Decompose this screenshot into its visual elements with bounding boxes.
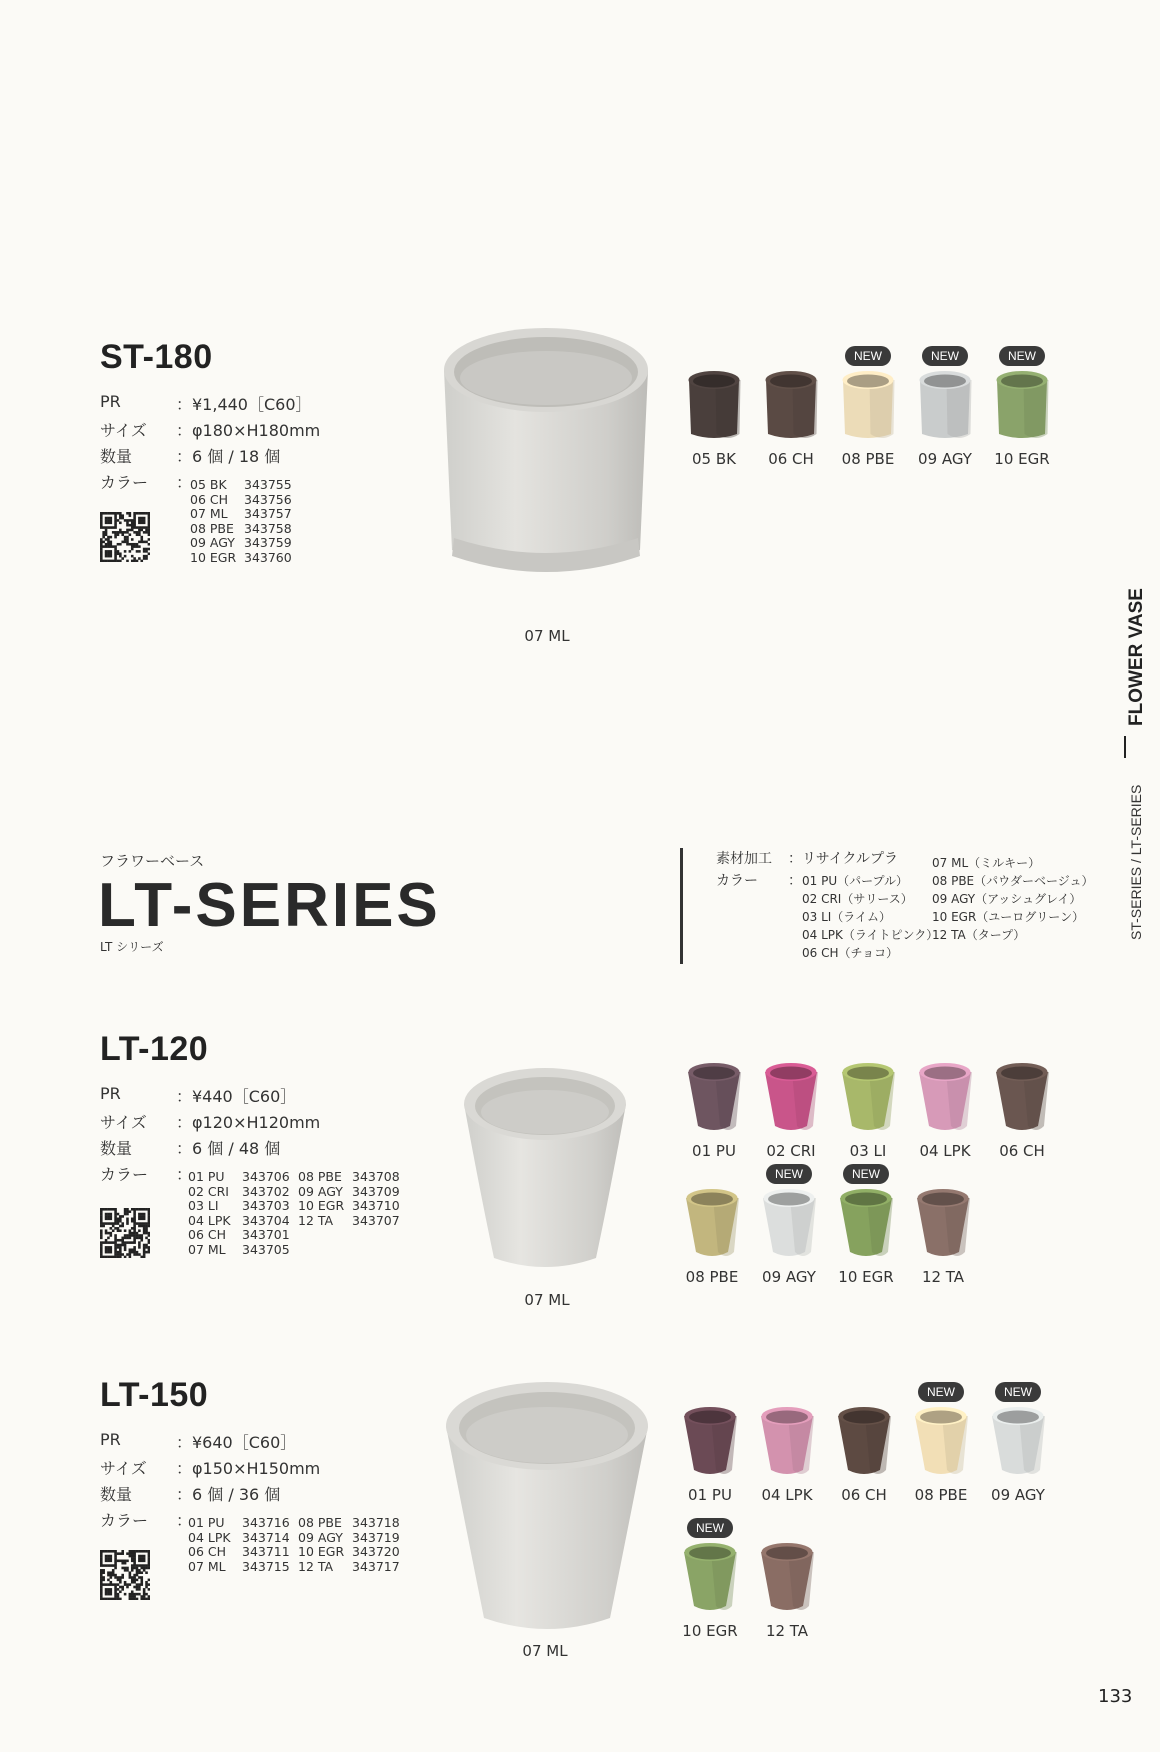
product-number: 343720 — [352, 1544, 400, 1559]
spec-row — [100, 444, 340, 470]
color-code: 07 ML — [188, 1558, 226, 1574]
qr-code-icon — [100, 1550, 150, 1600]
page-number: 133 — [1098, 1686, 1133, 1707]
color-swatch-label: 12 TA — [921, 1268, 965, 1286]
series-color-item: 02 CRI（サリース） — [802, 892, 913, 906]
lt150-vase-image — [442, 1378, 652, 1648]
color-swatch-cup — [686, 1060, 742, 1140]
product-number: 343717 — [352, 1558, 400, 1574]
color-code: 04 LPK — [188, 1529, 231, 1545]
product-number: 343703 — [242, 1198, 290, 1213]
spec-value: ：6 個 / 36 個 — [176, 1485, 281, 1504]
color-swatch-label: 08 PBE — [685, 1268, 739, 1286]
color-swatch-cup — [994, 368, 1050, 448]
color-swatch-cup — [759, 1404, 815, 1484]
spec-label: カラー — [100, 473, 149, 492]
color-list-right — [932, 854, 1094, 944]
lt150-main-label: 07 ML — [522, 1642, 568, 1660]
series-divider — [680, 848, 683, 964]
series-color-item: 06 CH（チョコ） — [802, 946, 899, 960]
spec-label: PR — [100, 1084, 121, 1103]
new-badge: NEW — [845, 346, 891, 366]
color-swatch-cup — [840, 368, 896, 448]
color-swatch-cup — [761, 1186, 817, 1266]
color-swatch-cup — [915, 1186, 971, 1266]
color-swatch-cup — [990, 1404, 1046, 1484]
color-code: 06 CH — [188, 1227, 227, 1242]
series-title: LT-SERIES — [98, 871, 441, 940]
product-number: 343758 — [244, 520, 292, 536]
series-color-item: 01 PU（パープル） — [802, 874, 909, 888]
color-swatch-cup — [763, 1060, 819, 1140]
spec-value: ：6 個 / 18 個 — [176, 447, 281, 466]
spec-value: ：6 個 / 48 個 — [176, 1139, 281, 1158]
product-number: 343757 — [244, 506, 292, 521]
color-code: 06 CH — [188, 1544, 227, 1559]
color-label: カラー — [716, 873, 758, 889]
color-code: 07 ML — [190, 506, 228, 521]
color-swatch-label: 01 PU — [692, 1142, 736, 1160]
product-number: 343704 — [242, 1212, 290, 1228]
spec-value: ：¥440［C60］ — [176, 1087, 297, 1106]
color-code: 09 AGY — [298, 1529, 343, 1545]
st180-vase-image — [436, 320, 656, 600]
color-swatch-cup — [684, 1186, 740, 1266]
sidebar-category: FLOWER VASE — [1126, 588, 1147, 726]
color-code: 07 ML — [188, 1241, 226, 1257]
product-number: 343714 — [242, 1529, 290, 1545]
color-swatch-label: 03 LI — [849, 1142, 887, 1160]
series-color-item: 07 ML（ミルキー） — [932, 856, 1041, 870]
spec-value: ： — [176, 1511, 193, 1530]
color-swatch-label: 05 BK — [692, 450, 736, 468]
color-swatch-label: 08 PBE — [914, 1486, 968, 1504]
product-number: 343719 — [352, 1529, 400, 1545]
new-badge: NEW — [766, 1164, 812, 1184]
product-number: 343715 — [242, 1558, 290, 1574]
spec-row — [100, 1084, 340, 1110]
color-swatch-label: 09 AGY — [918, 450, 972, 468]
spec-value: ： — [176, 1165, 193, 1184]
product-number: 343709 — [352, 1183, 400, 1199]
spec-label: 数量 — [100, 1139, 133, 1158]
color-swatch-cup — [759, 1540, 815, 1620]
spec-value: ：φ120×H120mm — [176, 1113, 321, 1132]
spec-label: サイズ — [100, 1459, 147, 1478]
product-number: 343756 — [244, 491, 292, 507]
product-number: 343705 — [242, 1241, 290, 1257]
new-badge: NEW — [999, 346, 1045, 366]
st180-codes — [190, 478, 340, 568]
color-swatch-cup — [686, 368, 742, 448]
qr-code-icon — [100, 512, 150, 562]
series-sub: LT シリーズ — [100, 940, 164, 954]
color-swatch-cup — [917, 368, 973, 448]
product-number: 343755 — [244, 477, 292, 492]
lt120-vase-image — [460, 1062, 630, 1282]
color-swatch-label: 06 CH — [841, 1486, 887, 1504]
color-swatch-label: 06 CH — [999, 1142, 1045, 1160]
color-swatch-label: 04 LPK — [761, 1486, 813, 1504]
color-swatch-label: 04 LPK — [919, 1142, 971, 1160]
spec-row — [100, 392, 340, 418]
color-code: 01 PU — [188, 1515, 225, 1530]
color-swatch-cup — [682, 1404, 738, 1484]
product-number: 343759 — [244, 535, 292, 550]
color-swatch-label: 01 PU — [688, 1486, 732, 1504]
product-number: 343760 — [244, 549, 292, 565]
color-swatch-cup — [838, 1186, 894, 1266]
series-color-item: 04 LPK（ライトピンク） — [802, 928, 939, 942]
new-badge: NEW — [843, 1164, 889, 1184]
product-number: 343710 — [352, 1198, 400, 1213]
lt150-codes — [188, 1516, 408, 1578]
product-number: 343702 — [242, 1183, 290, 1199]
st180-main-label: 07 ML — [524, 627, 570, 645]
color-code: 09 AGY — [298, 1183, 343, 1199]
color-code: 01 PU — [188, 1169, 225, 1184]
color-swatch-label: 08 PBE — [841, 450, 895, 468]
color-code: 12 TA — [298, 1212, 334, 1228]
spec-label: カラー — [100, 1165, 149, 1184]
color-code: 03 LI — [188, 1198, 219, 1213]
new-badge: NEW — [918, 1382, 964, 1402]
color-code: 08 PBE — [298, 1169, 342, 1184]
series-color-item: 08 PBE（パウダーベージュ） — [932, 874, 1094, 888]
color-code: 08 PBE — [298, 1515, 342, 1530]
lt120-codes — [188, 1170, 408, 1260]
color-swatch-label: 06 CH — [768, 450, 814, 468]
color-code: 10 EGR — [298, 1544, 345, 1559]
color-swatch-cup — [840, 1060, 896, 1140]
lt150-title: LT-150 — [100, 1376, 209, 1414]
color-swatch-cup — [994, 1060, 1050, 1140]
product-number: 343711 — [242, 1544, 290, 1559]
spec-value: ：¥1,440［C60］ — [176, 395, 312, 414]
color-swatch-label: 02 CRI — [766, 1142, 816, 1160]
spec-label: PR — [100, 392, 121, 411]
spec-row — [100, 1456, 340, 1482]
series-color-item: 12 TA（タープ） — [932, 928, 1026, 942]
spec-row — [100, 1482, 340, 1508]
color-swatch-label: 12 TA — [765, 1622, 809, 1640]
spec-label: サイズ — [100, 1113, 147, 1132]
color-swatch-cup — [913, 1404, 969, 1484]
material-label: 素材加工 — [716, 851, 772, 867]
product-number: 343706 — [242, 1169, 290, 1184]
color-swatch-cup — [917, 1060, 973, 1140]
product-number: 343701 — [242, 1227, 290, 1242]
sidebar-series: ST-SERIES / LT-SERIES — [1128, 784, 1144, 940]
color-swatch-label: 10 EGR — [682, 1622, 738, 1640]
color-code: 08 PBE — [190, 520, 234, 536]
spec-label: 数量 — [100, 447, 133, 466]
lt120-title: LT-120 — [100, 1030, 209, 1068]
color-code: 04 LPK — [188, 1212, 231, 1228]
product-number: 343708 — [352, 1169, 400, 1184]
color-swatch-cup — [836, 1404, 892, 1484]
color-swatch-cup — [763, 368, 819, 448]
spec-value: ：¥640［C60］ — [176, 1433, 297, 1452]
spec-row — [100, 1136, 340, 1162]
color-code: 10 EGR — [298, 1198, 345, 1213]
spec-label: カラー — [100, 1511, 149, 1530]
color-swatch-cup — [682, 1540, 738, 1620]
color-code: 02 CRI — [188, 1183, 229, 1199]
color-swatch-label: 09 AGY — [762, 1268, 816, 1286]
new-badge: NEW — [687, 1518, 733, 1538]
color-code: 05 BK — [190, 477, 227, 492]
color-colon: ： — [788, 873, 802, 889]
series-color-item: 03 LI（ライム） — [802, 910, 891, 924]
spec-row — [100, 1110, 340, 1136]
color-swatch-label: 09 AGY — [991, 1486, 1045, 1504]
lt120-main-label: 07 ML — [524, 1291, 570, 1309]
spec-label: PR — [100, 1430, 121, 1449]
spec-row — [100, 418, 340, 444]
spec-label: サイズ — [100, 421, 147, 440]
st180-title: ST-180 — [100, 338, 213, 376]
series-info — [716, 848, 1096, 968]
product-number: 343707 — [352, 1212, 400, 1228]
series-kana: フラワーベース — [100, 852, 205, 870]
product-number: 343718 — [352, 1515, 400, 1530]
spec-row — [100, 1430, 340, 1456]
color-code: 12 TA — [298, 1558, 334, 1574]
spec-value: ：φ150×H150mm — [176, 1459, 321, 1478]
series-color-item: 10 EGR（ユーログリーン） — [932, 910, 1085, 924]
spec-value: ：φ180×H180mm — [176, 421, 321, 440]
product-number: 343716 — [242, 1515, 290, 1530]
spec-value: ： — [176, 473, 193, 492]
material-value: ：リサイクルプラ — [788, 851, 899, 867]
color-swatch-label: 10 EGR — [838, 1268, 894, 1286]
qr-code-icon — [100, 1208, 150, 1258]
color-list-left — [802, 872, 938, 962]
color-code: 10 EGR — [190, 549, 237, 565]
spec-label: 数量 — [100, 1485, 133, 1504]
new-badge: NEW — [922, 346, 968, 366]
series-color-item: 09 AGY（アッシュグレイ） — [932, 892, 1082, 906]
color-code: 09 AGY — [190, 535, 235, 550]
color-swatch-label: 10 EGR — [994, 450, 1050, 468]
color-code: 06 CH — [190, 491, 229, 507]
new-badge: NEW — [995, 1382, 1041, 1402]
sidebar-divider — [1124, 736, 1126, 758]
